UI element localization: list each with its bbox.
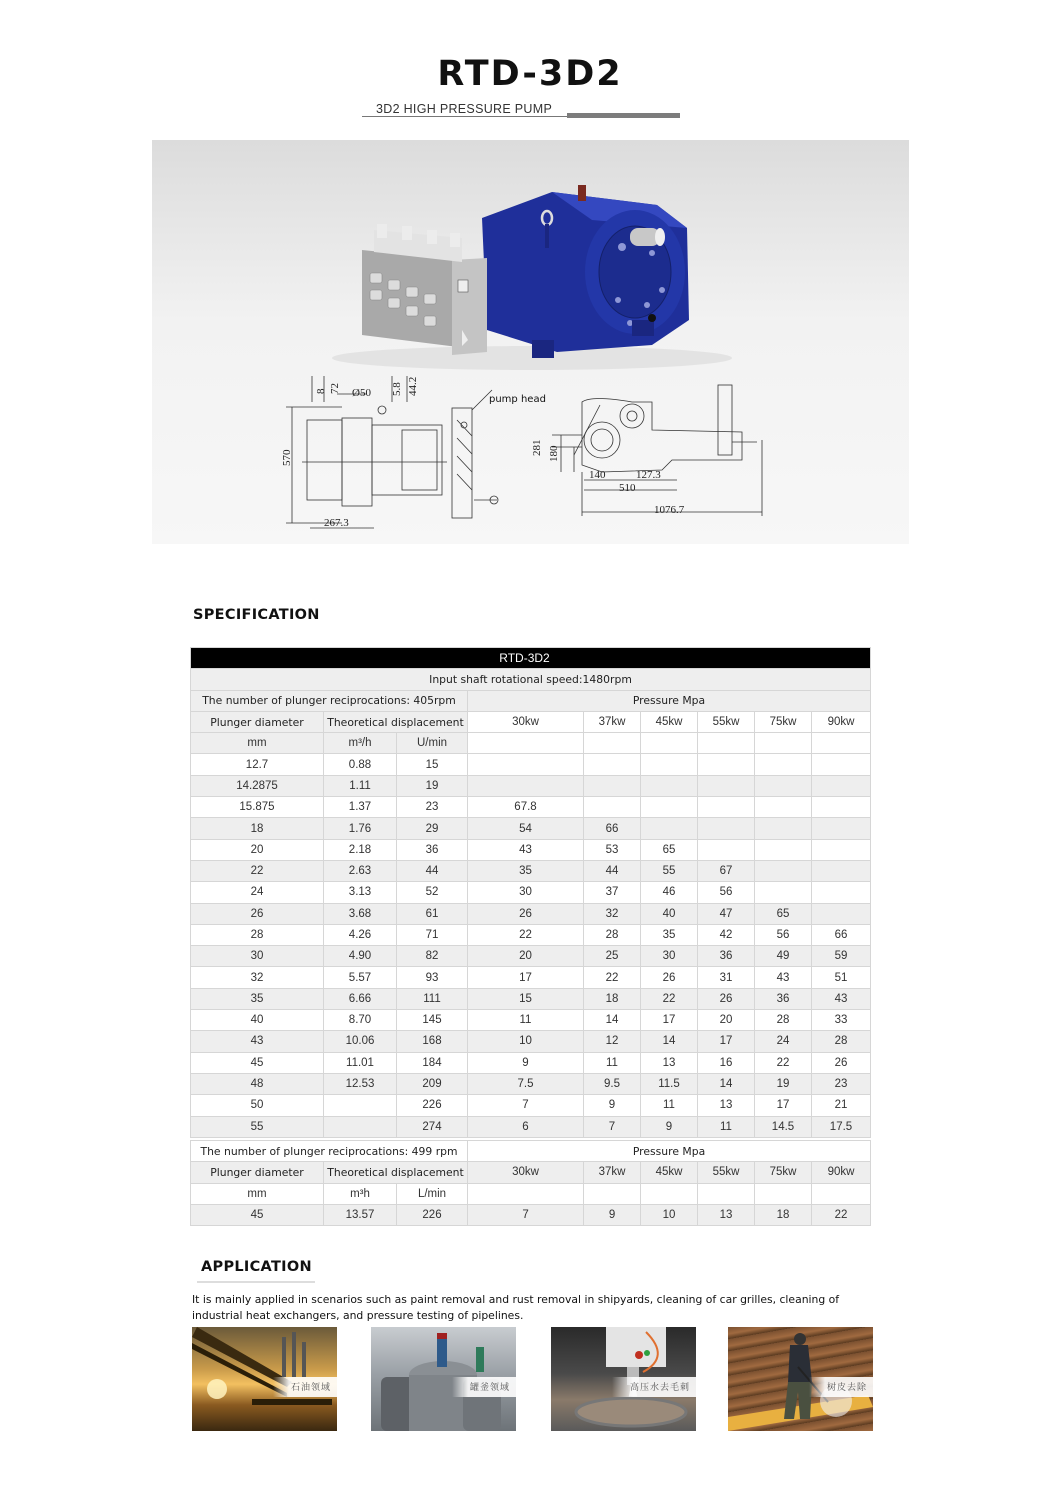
pressure-cell [698, 818, 755, 839]
spec-cell: 4.90 [324, 946, 397, 967]
pressure-cell: 9 [468, 1052, 584, 1073]
pressure-cell [584, 775, 641, 796]
svg-text:267.3: 267.3 [324, 517, 349, 529]
pressure-cell: 44 [584, 860, 641, 881]
svg-text:180: 180 [548, 445, 560, 462]
table-row [191, 1052, 871, 1073]
col-plunger-diameter: Plunger diameter [191, 1162, 324, 1183]
pressure-cell [641, 818, 698, 839]
spec-cell: 14.2875 [191, 775, 324, 796]
pressure-cell [812, 882, 871, 903]
spec-cell: 36 [397, 839, 468, 860]
col-power: 37kw [584, 1162, 641, 1183]
pressure-cell: 43 [468, 839, 584, 860]
pressure-cell: 11 [641, 1095, 698, 1116]
pressure-cell: 10 [468, 1031, 584, 1052]
pressure-cell: 28 [755, 1010, 812, 1031]
pump-head-manifold [362, 224, 487, 355]
pressure-cell [698, 839, 755, 860]
unit-flow: m³h [324, 1183, 397, 1204]
pressure-cell: 36 [698, 946, 755, 967]
pressure-cell: 9 [641, 1116, 698, 1137]
pressure-cell: 22 [584, 967, 641, 988]
subtitle: 3D2 HIGH PRESSURE PUMP [376, 102, 553, 116]
pressure-cell: 14 [584, 1010, 641, 1031]
spec-cell: 226 [397, 1204, 468, 1225]
unit-rate: L/min [397, 1183, 468, 1204]
spec-cell: 44 [397, 860, 468, 881]
spec-cell: 15 [397, 754, 468, 775]
spec-cell: 19 [397, 775, 468, 796]
pressure-cell: 30 [641, 946, 698, 967]
pressure-cell: 14 [641, 1031, 698, 1052]
table-row [191, 924, 871, 945]
reciprocations-label: The number of plunger reciprocations: 405rpm [191, 690, 468, 711]
spec-cell: 6.66 [324, 988, 397, 1009]
pressure-cell [641, 775, 698, 796]
pump-illustration [152, 140, 909, 544]
pressure-cell [755, 860, 812, 881]
spec-cell: 43 [191, 1031, 324, 1052]
unit-rate: U/min [397, 733, 468, 754]
unit-mm: mm [191, 1183, 324, 1204]
pressure-cell: 33 [812, 1010, 871, 1031]
application-description: It is mainly applied in scenarios such as paint removal and rust removal in shipyards, cleaning of car grilles, cleaning of industrial heat exchangers, and pressure testing of pipelines. [192, 1293, 840, 1322]
unit-flow: m³/h [324, 733, 397, 754]
pressure-cell: 49 [755, 946, 812, 967]
pressure-cell: 47 [698, 903, 755, 924]
pressure-cell: 56 [698, 882, 755, 903]
pressure-cell [755, 818, 812, 839]
drawing-side-view [552, 385, 762, 516]
pressure-cell: 21 [812, 1095, 871, 1116]
pressure-cell: 17.5 [812, 1116, 871, 1137]
table-row [191, 903, 871, 924]
table-row [191, 1204, 871, 1225]
pressure-cell: 18 [755, 1204, 812, 1225]
pressure-cell: 35 [468, 860, 584, 881]
pressure-cell [584, 797, 641, 818]
pressure-cell: 13 [698, 1204, 755, 1225]
spec-cell: 32 [191, 967, 324, 988]
pressure-cell: 7 [468, 1204, 584, 1225]
pressure-cell [755, 839, 812, 860]
spec-cell: 45 [191, 1204, 324, 1225]
spec-cell: 26 [191, 903, 324, 924]
pressure-cell [698, 754, 755, 775]
spec-cell: 35 [191, 988, 324, 1009]
svg-text:570: 570 [281, 449, 293, 466]
pressure-cell: 23 [812, 1073, 871, 1094]
pressure-cell: 24 [755, 1031, 812, 1052]
pressure-cell: 67.8 [468, 797, 584, 818]
pump-crankcase [482, 185, 689, 358]
pressure-cell: 7.5 [468, 1073, 584, 1094]
col-power: 90kw [812, 711, 871, 732]
spec-table-499rpm [190, 1140, 871, 1226]
spec-cell: 28 [191, 924, 324, 945]
drawing-side-view-dims [531, 440, 685, 517]
application-photo-oil [192, 1327, 337, 1431]
spec-cell: 18 [191, 818, 324, 839]
spec-cell: 3.68 [324, 903, 397, 924]
col-plunger-diameter: Plunger diameter [191, 711, 324, 732]
spec-cell: 45 [191, 1052, 324, 1073]
svg-text:5.8: 5.8 [391, 382, 403, 396]
pressure-cell [641, 754, 698, 775]
spec-cell: 12.7 [191, 754, 324, 775]
spec-cell: 4.26 [324, 924, 397, 945]
pressure-cell: 51 [812, 967, 871, 988]
svg-text:72: 72 [329, 383, 341, 394]
pressure-cell [641, 797, 698, 818]
pressure-cell: 7 [468, 1095, 584, 1116]
spec-cell: 29 [397, 818, 468, 839]
spec-cell: 11.01 [324, 1052, 397, 1073]
pressure-cell: 22 [468, 924, 584, 945]
pressure-cell: 59 [812, 946, 871, 967]
spec-cell: 2.63 [324, 860, 397, 881]
svg-text:1076.7: 1076.7 [654, 504, 685, 516]
pressure-cell [698, 775, 755, 796]
pressure-cell: 26 [468, 903, 584, 924]
pressure-cell: 67 [698, 860, 755, 881]
pressure-cell [584, 754, 641, 775]
photo-caption: 树皮去除 [809, 1377, 873, 1397]
table-row [191, 839, 871, 860]
pressure-cell: 54 [468, 818, 584, 839]
pressure-cell [812, 775, 871, 796]
pressure-cell [755, 775, 812, 796]
spec-cell: 184 [397, 1052, 468, 1073]
table-row [191, 754, 871, 775]
pressure-cell: 13 [641, 1052, 698, 1073]
pressure-cell: 26 [641, 967, 698, 988]
pressure-cell: 16 [698, 1052, 755, 1073]
pressure-cell: 14.5 [755, 1116, 812, 1137]
pressure-cell: 22 [812, 1204, 871, 1225]
pressure-cell: 20 [468, 946, 584, 967]
table-row [191, 967, 871, 988]
spec-cell: 226 [397, 1095, 468, 1116]
pressure-cell [812, 818, 871, 839]
pressure-cell: 25 [584, 946, 641, 967]
pressure-cell: 30 [468, 882, 584, 903]
pressure-cell [755, 754, 812, 775]
pressure-cell [755, 797, 812, 818]
pressure-cell: 6 [468, 1116, 584, 1137]
unit-mm: mm [191, 733, 324, 754]
svg-text:8: 8 [315, 388, 327, 394]
svg-text:44.2: 44.2 [407, 376, 419, 396]
spec-cell: 3.13 [324, 882, 397, 903]
spec-cell: 1.76 [324, 818, 397, 839]
pressure-cell: 9.5 [584, 1073, 641, 1094]
pressure-cell: 11.5 [641, 1073, 698, 1094]
application-heading: APPLICATION [201, 1259, 312, 1275]
pressure-cell: 11 [468, 1010, 584, 1031]
pressure-header: Pressure Mpa [468, 1141, 871, 1162]
spec-cell: 2.18 [324, 839, 397, 860]
spec-cell: 20 [191, 839, 324, 860]
pressure-cell: 35 [641, 924, 698, 945]
spec-cell: 82 [397, 946, 468, 967]
pressure-cell: 32 [584, 903, 641, 924]
product-hero-image [152, 140, 909, 544]
pressure-cell: 17 [468, 967, 584, 988]
spec-cell: 12.53 [324, 1073, 397, 1094]
pressure-cell: 9 [584, 1095, 641, 1116]
pressure-cell: 18 [584, 988, 641, 1009]
pressure-cell [812, 860, 871, 881]
col-power: 75kw [755, 1162, 812, 1183]
spec-cell: 15.875 [191, 797, 324, 818]
table-row [191, 818, 871, 839]
spec-cell: 52 [397, 882, 468, 903]
svg-text:510: 510 [619, 482, 636, 494]
svg-text:pump head: pump head [489, 394, 546, 405]
subtitle-accent-bar [567, 113, 680, 118]
pressure-cell: 17 [755, 1095, 812, 1116]
spec-cell [324, 1116, 397, 1137]
pressure-cell: 28 [812, 1031, 871, 1052]
pressure-cell [812, 839, 871, 860]
spec-cell: 8.70 [324, 1010, 397, 1031]
spec-cell: 55 [191, 1116, 324, 1137]
pressure-cell: 31 [698, 967, 755, 988]
svg-text:140: 140 [589, 469, 606, 481]
pressure-cell: 20 [698, 1010, 755, 1031]
col-power: 90kw [812, 1162, 871, 1183]
spec-table-405rpm [190, 647, 871, 1138]
pressure-cell: 9 [584, 1204, 641, 1225]
pressure-cell: 37 [584, 882, 641, 903]
svg-text:Ø50: Ø50 [352, 387, 371, 399]
photo-caption: 罐釜领域 [452, 1377, 516, 1397]
spec-cell: 145 [397, 1010, 468, 1031]
pressure-cell: 65 [755, 903, 812, 924]
pressure-cell: 26 [812, 1052, 871, 1073]
spec-cell: 274 [397, 1116, 468, 1137]
spec-cell: 0.88 [324, 754, 397, 775]
spec-cell: 48 [191, 1073, 324, 1094]
drawing-top-view-dims [281, 377, 546, 529]
pressure-cell [812, 797, 871, 818]
col-power: 55kw [698, 711, 755, 732]
pressure-cell: 55 [641, 860, 698, 881]
spec-cell: 5.57 [324, 967, 397, 988]
svg-text:281: 281 [531, 439, 543, 456]
spec-cell [324, 1095, 397, 1116]
spec-cell: 23 [397, 797, 468, 818]
pressure-cell: 17 [641, 1010, 698, 1031]
pressure-header: Pressure Mpa [468, 690, 871, 711]
spec-cell: 209 [397, 1073, 468, 1094]
col-power: 45kw [641, 711, 698, 732]
pressure-cell: 43 [755, 967, 812, 988]
spec-cell: 61 [397, 903, 468, 924]
spec-cell: 93 [397, 967, 468, 988]
pressure-cell [698, 797, 755, 818]
col-power: 75kw [755, 711, 812, 732]
pressure-cell: 12 [584, 1031, 641, 1052]
photo-caption: 高压水去毛刺 [612, 1377, 696, 1397]
pressure-cell: 19 [755, 1073, 812, 1094]
col-power: 55kw [698, 1162, 755, 1183]
pressure-cell: 65 [641, 839, 698, 860]
input-speed-row: Input shaft rotational speed:1480rpm [191, 669, 871, 690]
table-row [191, 988, 871, 1009]
subtitle-block [362, 100, 682, 120]
spec-table-body [191, 1204, 871, 1225]
pressure-cell: 17 [698, 1031, 755, 1052]
table-row [191, 1095, 871, 1116]
pressure-cell: 28 [584, 924, 641, 945]
specification-heading: SPECIFICATION [193, 607, 320, 623]
spec-cell: 1.11 [324, 775, 397, 796]
spec-cell: 24 [191, 882, 324, 903]
pressure-cell: 13 [698, 1095, 755, 1116]
table-row [191, 1073, 871, 1094]
model-header: RTD-3D2 [191, 648, 871, 669]
table-row [191, 946, 871, 967]
spec-cell: 13.57 [324, 1204, 397, 1225]
pressure-cell: 15 [468, 988, 584, 1009]
table-row [191, 1031, 871, 1052]
application-photo-tanks [371, 1327, 516, 1431]
pressure-cell: 43 [812, 988, 871, 1009]
table-row [191, 1116, 871, 1137]
col-power: 37kw [584, 711, 641, 732]
pressure-cell: 10 [641, 1204, 698, 1225]
reciprocations-label: The number of plunger reciprocations: 499 rpm [191, 1141, 468, 1162]
pressure-cell: 11 [584, 1052, 641, 1073]
pressure-cell: 36 [755, 988, 812, 1009]
pressure-cell: 22 [755, 1052, 812, 1073]
spec-cell: 40 [191, 1010, 324, 1031]
table-row [191, 860, 871, 881]
application-underline [197, 1281, 315, 1283]
spec-cell: 22 [191, 860, 324, 881]
application-photo-deburring [551, 1327, 696, 1431]
page-title: RTD-3D2 [437, 54, 623, 94]
photo-caption: 石油领域 [273, 1377, 337, 1397]
pressure-cell: 40 [641, 903, 698, 924]
pressure-cell: 42 [698, 924, 755, 945]
application-photo-bark [728, 1327, 873, 1431]
col-power: 45kw [641, 1162, 698, 1183]
table-row [191, 882, 871, 903]
pressure-cell [468, 775, 584, 796]
pressure-cell [755, 882, 812, 903]
pressure-cell: 11 [698, 1116, 755, 1137]
pressure-cell: 22 [641, 988, 698, 1009]
spec-cell: 111 [397, 988, 468, 1009]
spec-cell: 10.06 [324, 1031, 397, 1052]
pressure-cell: 46 [641, 882, 698, 903]
pressure-cell: 14 [698, 1073, 755, 1094]
spec-cell: 1.37 [324, 797, 397, 818]
spec-cell: 30 [191, 946, 324, 967]
col-power: 30kw [468, 1162, 584, 1183]
pressure-cell: 53 [584, 839, 641, 860]
spec-table-body [191, 754, 871, 1137]
spec-cell: 50 [191, 1095, 324, 1116]
pressure-cell: 66 [812, 924, 871, 945]
table-row [191, 797, 871, 818]
pressure-cell: 66 [584, 818, 641, 839]
pressure-cell [468, 754, 584, 775]
pressure-cell: 26 [698, 988, 755, 1009]
col-theoretical-displacement: Theoretical displacement [324, 1162, 468, 1183]
table-row [191, 1010, 871, 1031]
pressure-cell: 7 [584, 1116, 641, 1137]
col-theoretical-displacement: Theoretical displacement [324, 711, 468, 732]
pressure-cell: 56 [755, 924, 812, 945]
subtitle-underline [362, 116, 567, 117]
spec-cell: 71 [397, 924, 468, 945]
pressure-cell [812, 754, 871, 775]
table-row [191, 775, 871, 796]
spec-cell: 168 [397, 1031, 468, 1052]
drawing-top-view [286, 376, 498, 528]
svg-text:127.3: 127.3 [636, 469, 661, 481]
pressure-cell [812, 903, 871, 924]
col-power: 30kw [468, 711, 584, 732]
